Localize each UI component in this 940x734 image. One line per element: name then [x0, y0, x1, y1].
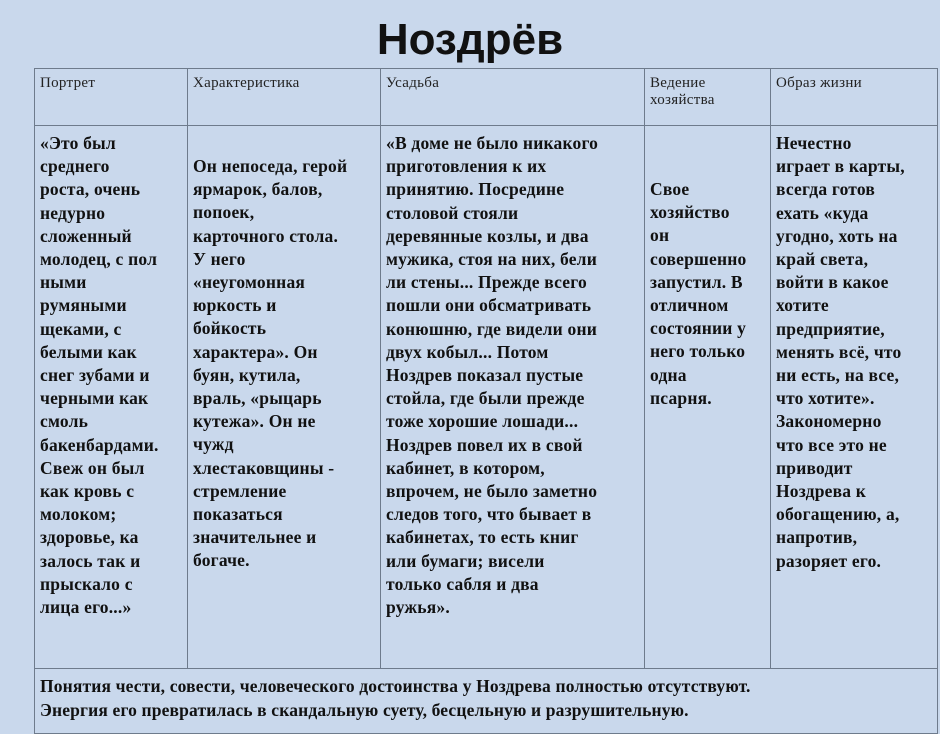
cell-estate: «В доме не было никакого приготовления к их принятию. Посредине столовой стояли деревянные козлы, и два мужика, стоя на них, бели ли стены... Прежде всего пошли они обсматривать конюшню, где видели они двух кобыл... Потом Ноздрев показал пустые стойла, где были прежде тоже хорошие лошади... Ноздрев повел их в свой кабинет, в котором, впрочем, не было заметно следов того, что бывает в кабинетах, то есть книг или бумаги; висели только сабля и два ружья».	[381, 126, 645, 669]
summary-line-1: Понятия чести, совести, человеческого достоинства у Ноздрева полностью отсутствуют.	[40, 676, 751, 696]
header-household	[645, 69, 771, 126]
header-portrait-label: Портрет	[40, 75, 96, 91]
header-characteristic-label: Характеристика	[193, 75, 300, 91]
header-lifestyle-label: Образ жизни	[776, 75, 862, 91]
cell-portrait: «Это был среднего роста, очень недурно сложенный молодец, с пол ными румяными щеками, с белыми как снег зубами и черными как смоль бакенбардами. Свеж он был как кровь с молоком; здоровье, ка залось так и прыскало с лица его...»	[35, 126, 188, 669]
header-estate-label: Усадьба	[386, 75, 440, 91]
header-household-label: Ведение хозяйства	[650, 75, 715, 108]
summary-line-2: Энергия его превратилась в скандальную суету, бесцельную и разрушительную.	[40, 699, 689, 720]
summary-row	[35, 669, 938, 734]
header-row	[35, 69, 938, 126]
cell-lifestyle: Нечестно играет в карты, всегда готов ехать «куда угодно, хоть на край света, войти в какое хотите предприятие, менять всё, что ни есть, на все, что хотите». Закономерно что все это не приводит Ноздрева к обогащению, а, напротив, разоряет его.	[771, 126, 938, 669]
header-characteristic	[188, 69, 381, 126]
header-portrait	[35, 69, 188, 126]
header-estate	[381, 69, 645, 126]
content-row	[35, 126, 938, 669]
nozdrev-table	[34, 68, 938, 734]
cell-characteristic: Он непоседа, герой ярмарок, балов, попоек, карточного стола. У него «неугомонная юркость и бойкость характера». Он буян, кутила, враль, «рыцарь кутежа». Он не чужд хлестаковщины - стремление показаться значительнее и богаче.	[188, 126, 381, 669]
summary-cell	[35, 669, 938, 734]
cell-household: Свое хозяйство он совершенно запустил. В отличном состоянии у него только одна псарня.	[645, 126, 771, 669]
header-lifestyle	[771, 69, 938, 126]
page-title: Ноздрёв	[376, 15, 564, 64]
